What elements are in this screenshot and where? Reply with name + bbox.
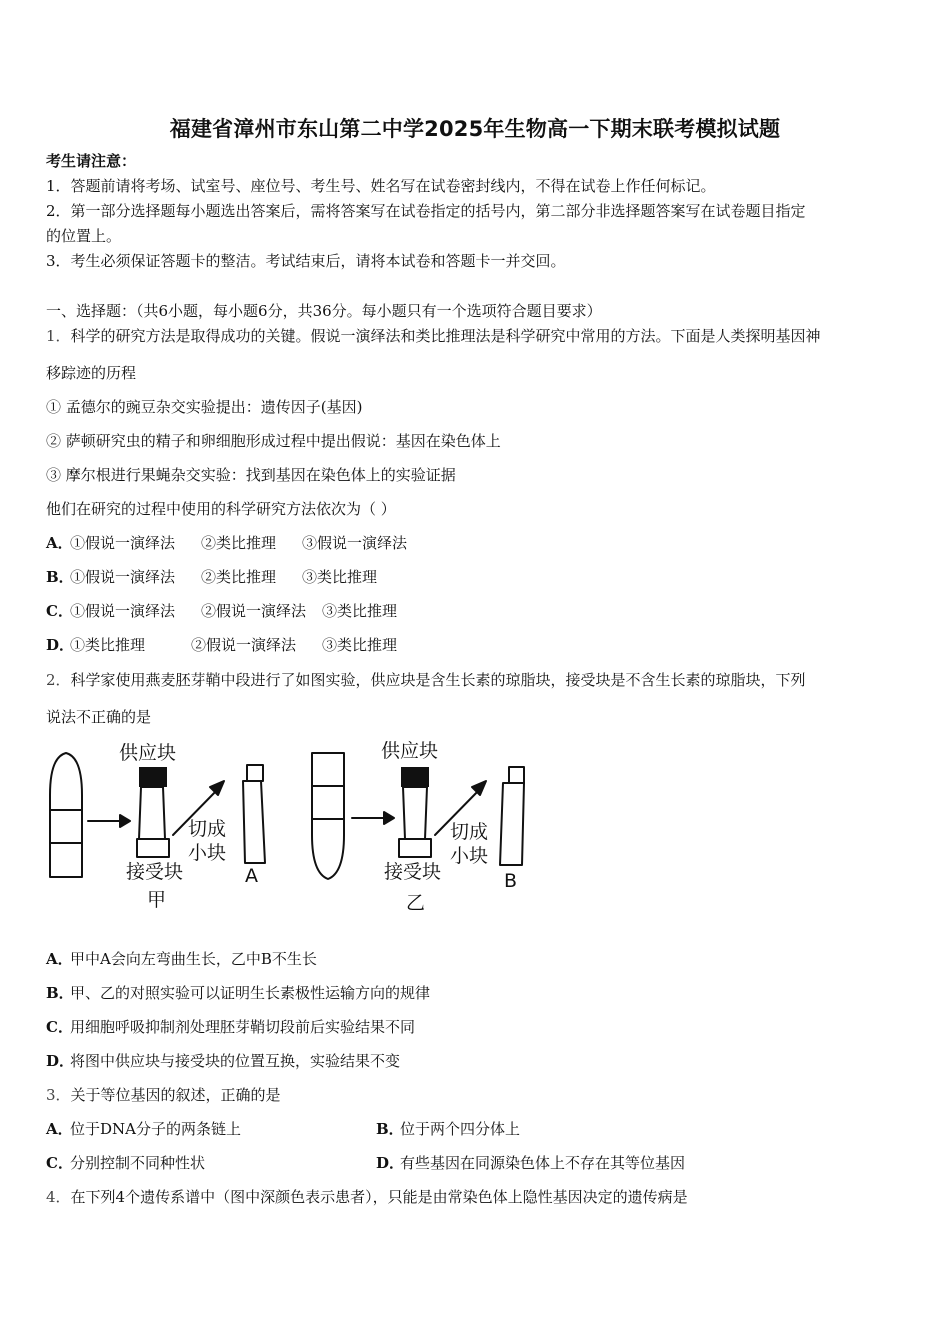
question-2-stem-cont: 说法不正确的是 <box>46 708 152 726</box>
question-1-stem-cont: 移踪迹的历程 <box>46 364 137 382</box>
figure-label: 乙 <box>406 892 426 914</box>
notice-item: 3．考生必须保证答题卡的整洁。考试结束后，请将本试卷和答题卡一并交回。 <box>46 252 566 270</box>
q1-option-d[interactable] <box>46 635 397 655</box>
q1-option-c[interactable] <box>46 601 397 621</box>
option-letter: D． <box>376 1154 405 1172</box>
question-number: 4． <box>46 1188 71 1206</box>
option-letter: C． <box>46 1018 73 1036</box>
figure-label: A <box>245 865 258 887</box>
option-part: ①假说一演绎法 <box>70 534 176 552</box>
option-text: 甲、乙的对照实验可以证明生长素极性运输方向的规律 <box>70 984 431 1002</box>
option-part: ②假说一演绎法 <box>191 636 297 654</box>
q2-option-b[interactable] <box>46 983 430 1003</box>
question-2-stem <box>46 670 806 690</box>
question-text: 关于等位基因的叙述，正确的是 <box>70 1086 281 1104</box>
question-number: 3． <box>46 1086 71 1104</box>
question-1-stem <box>46 326 821 346</box>
question-number: 1． <box>46 327 71 345</box>
q1-item: ③ 摩尔根进行果蝇杂交实验：找到基因在染色体上的实验证据 <box>46 466 456 484</box>
option-part: ①类比推理 <box>70 636 146 654</box>
question-4-stem <box>46 1187 688 1207</box>
exam-title: 福建省漳州市东山第二中学2025年生物高一下期末联考模拟试题 <box>169 117 781 141</box>
coleoptile-experiment-figure <box>40 735 540 915</box>
notice-item: 的位置上。 <box>46 227 122 245</box>
option-letter: B． <box>46 568 74 586</box>
option-letter: B． <box>376 1120 404 1138</box>
notice-item: 2．第一部分选择题每小题选出答案后，需将答案写在试卷指定的括号内，第二部分非选择题答案写在试卷题目指定 <box>46 202 806 220</box>
q1-ask: 他们在研究的过程中使用的科学研究方法依次为（ ） <box>46 500 396 518</box>
figure-label: 甲 <box>147 889 167 911</box>
q1-item: ② 萨顿研究虫的精子和卵细胞形成过程中提出假说：基因在染色体上 <box>46 432 501 450</box>
figure-label: 切成 <box>188 818 227 840</box>
question-number: 2． <box>46 671 71 689</box>
figure-label: 接受块 <box>384 861 442 883</box>
figure-label: 接受块 <box>126 861 184 883</box>
option-part: ③类比推理 <box>302 568 378 586</box>
option-letter: A． <box>46 534 73 552</box>
q1-item: ① 孟德尔的豌豆杂交实验提出：遗传因子(基因) <box>46 398 363 416</box>
figure-label: 小块 <box>188 842 227 864</box>
option-text: 有些基因在同源染色体上不存在其等位基因 <box>400 1154 686 1172</box>
option-text: 位于DNA分子的两条链上 <box>70 1120 241 1138</box>
notice-heading: 考生请注意： <box>46 152 137 170</box>
option-letter: C． <box>46 602 73 620</box>
option-part: ③类比推理 <box>322 602 398 620</box>
question-text: 科学的研究方法是取得成功的关键。假说一演绎法和类比推理法是科学研究中常用的方法。下面是人类探明基因神 <box>70 327 821 345</box>
option-text: 用细胞呼吸抑制剂处理胚芽鞘切段前后实验结果不同 <box>70 1018 416 1036</box>
option-part: ③假说一演绎法 <box>302 534 408 552</box>
supply-block <box>401 767 429 787</box>
q2-option-a[interactable] <box>46 949 317 969</box>
option-letter: D． <box>46 636 75 654</box>
notice-item: 1．答题前请将考场、试室号、座位号、考生号、姓名写在试卷密封线内，不得在试卷上作任何标记。 <box>46 177 716 195</box>
q3-option-d[interactable] <box>376 1153 685 1173</box>
q1-option-b[interactable] <box>46 567 377 587</box>
question-text: 在下列4个遗传系谱中（图中深颜色表示患者），只能是由常染色体上隐性基因决定的遗传病是 <box>70 1188 688 1206</box>
option-letter: B． <box>46 984 74 1002</box>
option-text: 甲中A会向左弯曲生长，乙中B不生长 <box>70 950 317 968</box>
option-part: ①假说一演绎法 <box>70 568 176 586</box>
option-text: 将图中供应块与接受块的位置互换，实验结果不变 <box>70 1052 401 1070</box>
option-letter: C． <box>46 1154 73 1172</box>
question-3-stem <box>46 1085 281 1105</box>
q3-option-a[interactable] <box>46 1119 241 1139</box>
figure-label: 供应块 <box>119 742 177 764</box>
option-letter: A． <box>46 950 73 968</box>
option-part: ②类比推理 <box>201 568 277 586</box>
option-part: ②假说一演绎法 <box>201 602 307 620</box>
figure-label: 供应块 <box>381 740 439 762</box>
option-text: 位于两个四分体上 <box>400 1120 521 1138</box>
figure-label: 切成 <box>450 821 489 843</box>
option-part: ②类比推理 <box>201 534 277 552</box>
option-letter: A． <box>46 1120 73 1138</box>
option-letter: D． <box>46 1052 75 1070</box>
q3-option-b[interactable] <box>376 1119 520 1139</box>
section-heading: 一、选择题：（共6小题，每小题6分，共36分。每小题只有一个选项符合题目要求） <box>46 302 602 320</box>
q2-option-c[interactable] <box>46 1017 415 1037</box>
option-text: 分别控制不同种性状 <box>70 1154 206 1172</box>
option-part: ③类比推理 <box>322 636 398 654</box>
q2-option-d[interactable] <box>46 1051 400 1071</box>
question-text: 科学家使用燕麦胚芽鞘中段进行了如图实验，供应块是含生长素的琼脂块，接受块是不含生长素的琼脂块，下列 <box>70 671 806 689</box>
supply-block <box>139 767 167 787</box>
option-part: ①假说一演绎法 <box>70 602 176 620</box>
coleoptile-shape <box>50 753 82 877</box>
q3-option-c[interactable] <box>46 1153 205 1173</box>
figure-label: B <box>504 870 518 892</box>
figure-label: 小块 <box>450 845 489 867</box>
q1-option-a[interactable] <box>46 533 407 553</box>
